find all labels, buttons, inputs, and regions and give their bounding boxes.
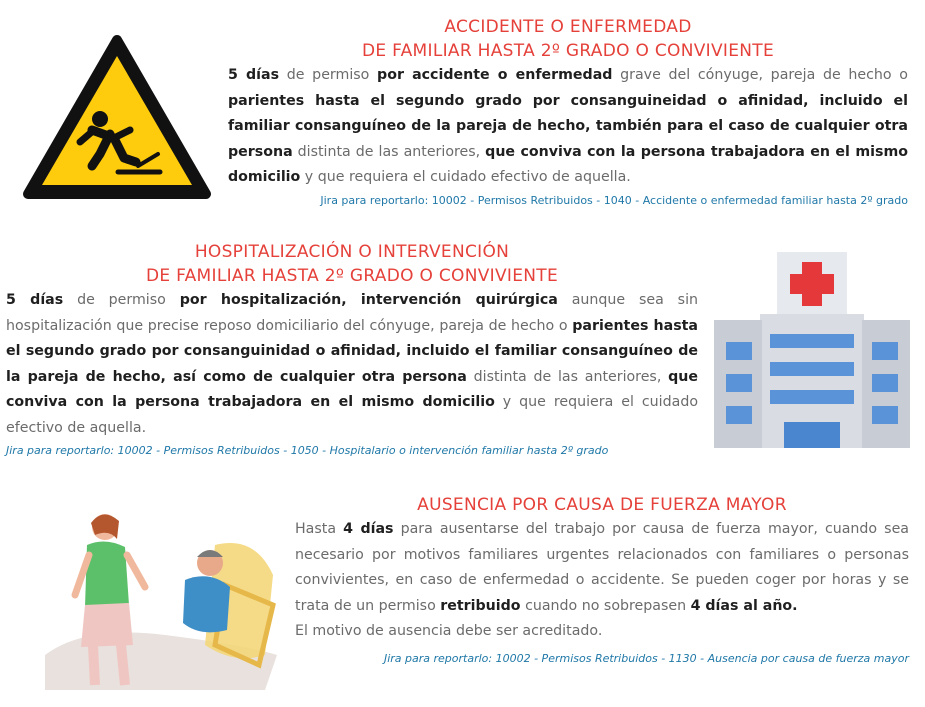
text-run: de permiso	[63, 292, 180, 308]
bold-text-run: parientes hasta el segundo grado por consanguinidad o afinidad, incluido el familiar consanguíneo de la pareja de hecho, así como de cualquier otra persona	[6, 317, 698, 385]
text-run: para ausentarse del trabajo por causa de fuerza mayor, cuando sea necesario por motivos familiares urgentes relacionados con familiares o personas convivientes, en caso de enfermedad o accidente. Se pueden coger por horas y se trata de un permiso	[295, 521, 909, 614]
warning-slip-icon	[22, 34, 212, 199]
text-run: Hasta	[295, 521, 344, 537]
text-run: de permiso	[279, 67, 378, 83]
jira-reference: Jira para reportarlo: 10002 - Permisos Retribuidos - 1130 - Ausencia por causa de fuerza mayor	[383, 651, 909, 665]
section-body	[6, 288, 698, 441]
section-accidente	[228, 15, 908, 209]
text-run: grave del cónyuge, pareja de hecho o	[612, 67, 908, 83]
section-title: ACCIDENTE O ENFERMEDAD DE FAMILIAR HASTA 2º GRADO O CONVIVIENTE	[361, 17, 775, 61]
section-body	[295, 517, 909, 619]
section-fuerza-mayor	[295, 493, 909, 667]
jira-reference: Jira para reportarlo: 10002 - Permisos Retribuidos - 1040 - Accidente o enfermedad familiar hasta 2º grado	[320, 193, 908, 207]
section-note: El motivo de ausencia debe ser acreditado.	[295, 623, 603, 639]
section-hospitalizacion	[6, 240, 698, 459]
bold-text-run: 4 días	[343, 521, 394, 537]
section-title: HOSPITALIZACIÓN O INTERVENCIÓN DE FAMILIAR HASTA 2º GRADO O CONVIVIENTE	[145, 242, 559, 286]
bold-text-run: 4 días al año.	[690, 597, 798, 614]
text-run: distinta de las anteriores,	[292, 143, 486, 160]
bold-text-run: retribuido	[440, 597, 521, 614]
bold-text-run: que conviva con la persona trabajadora en el mismo domicilio	[6, 368, 698, 410]
jira-reference: Jira para reportarlo: 10002 - Permisos Retribuidos - 1050 - Hospitalario o intervención familiar hasta 2º grado	[6, 444, 609, 457]
text-run: y que requiera el cuidado efectivo de aquella.	[300, 169, 631, 185]
hospital-icon	[712, 250, 912, 450]
bold-text-run: que conviva con la persona trabajadora en el mismo domicilio	[228, 143, 908, 185]
bold-text-run: por hospitalización, intervención quirúrgica	[179, 292, 558, 308]
section-body	[228, 63, 908, 191]
bold-text-run: parientes hasta el segundo grado por consanguineidad o afinidad, incluido el familiar consanguíneo de la pareja de hecho, también para el caso de cualquier otra persona	[228, 92, 908, 160]
text-run: aunque sea sin hospitalización que precise reposo domiciliario del cónyuge, pareja de hecho o	[6, 292, 699, 334]
bold-text-run: 5 días	[6, 292, 64, 308]
text-run: cuando no sobrepasen	[520, 597, 691, 614]
section-title: AUSENCIA POR CAUSA DE FUERZA MAYOR	[417, 495, 787, 515]
bold-text-run: por accidente o enfermedad	[377, 67, 613, 83]
caregiver-patient-illustration	[45, 505, 285, 690]
text-run: distinta de las anteriores,	[466, 368, 669, 385]
bold-text-run: 5 días	[228, 67, 280, 83]
text-run: y que requiera el cuidado efectivo de aquella.	[6, 394, 699, 436]
